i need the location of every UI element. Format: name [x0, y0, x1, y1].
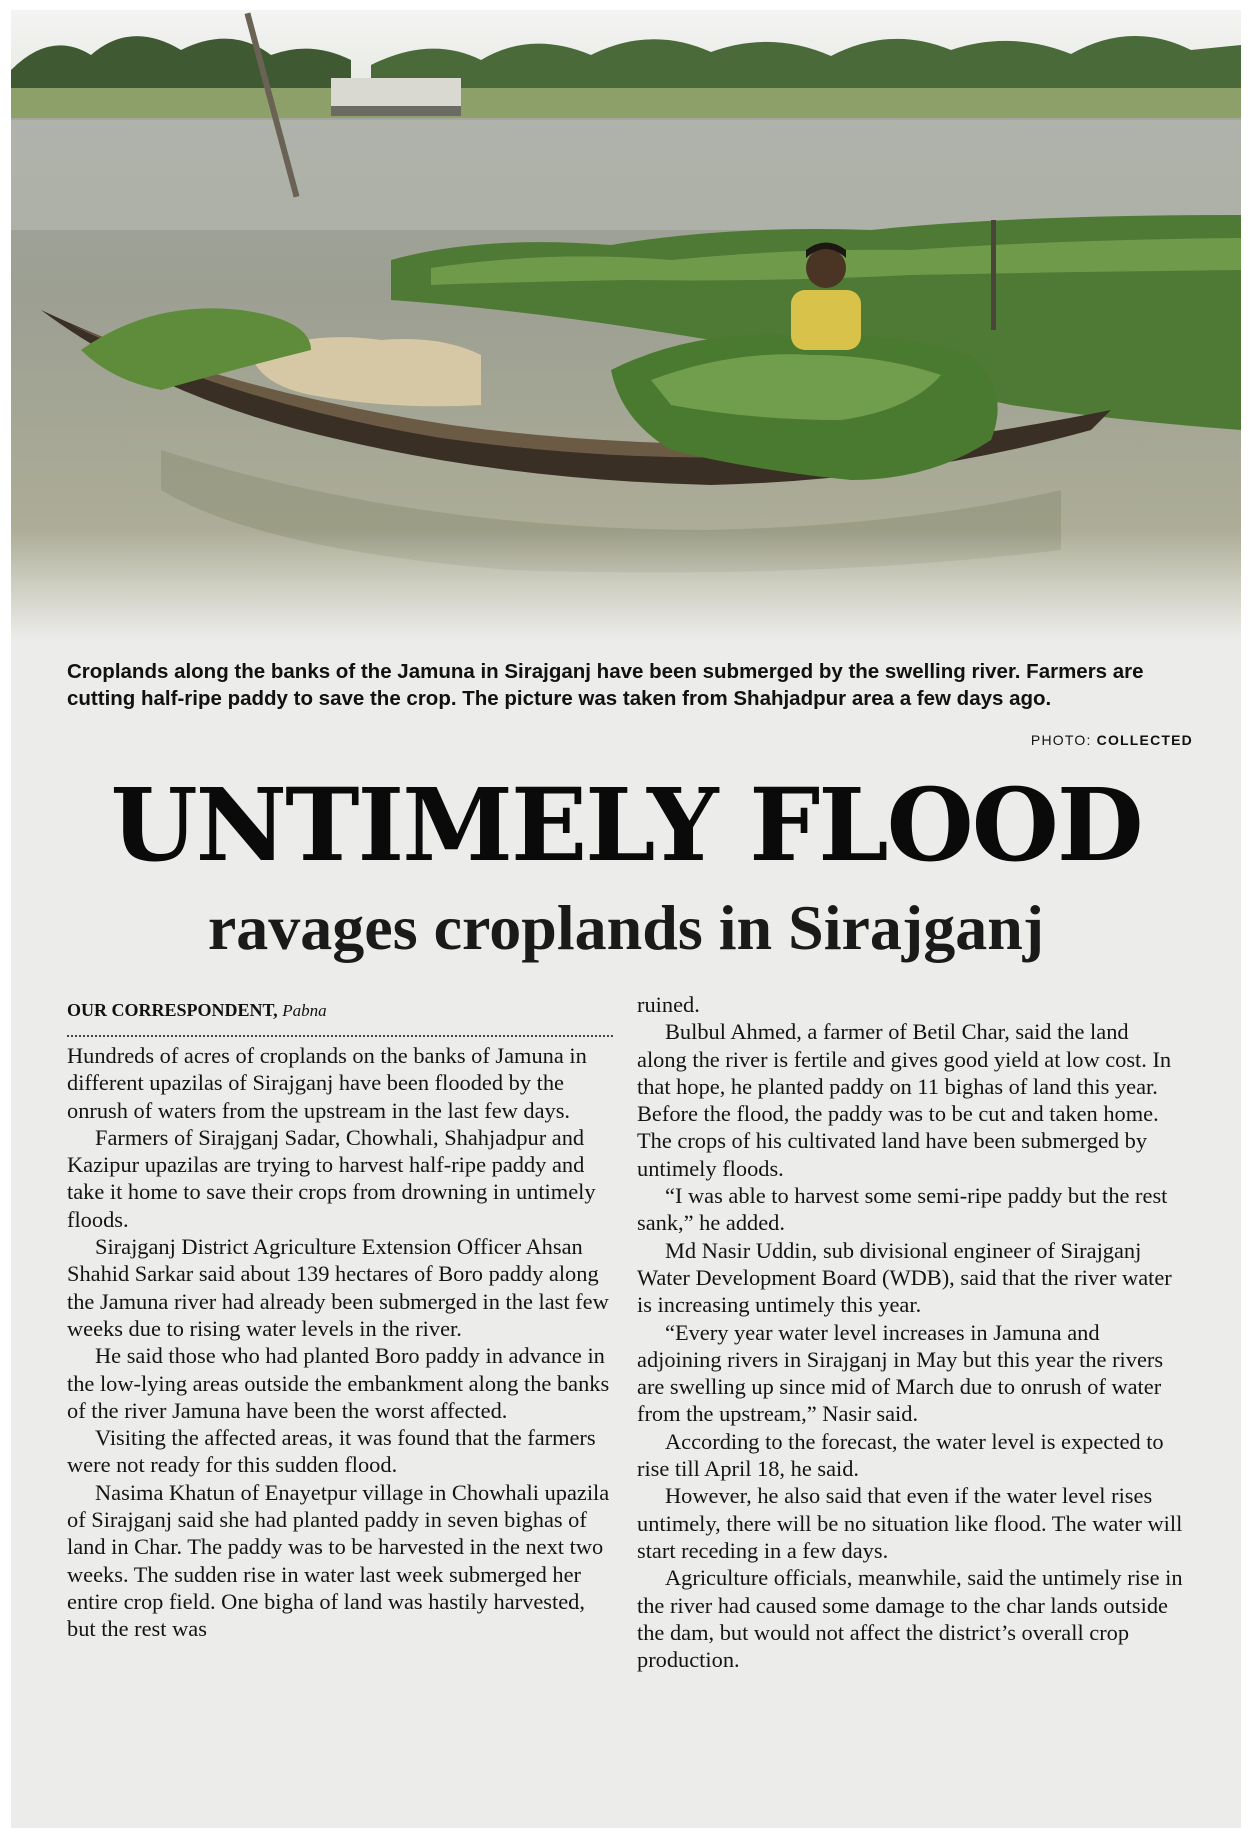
- paragraph: Farmers of Sirajganj Sadar, Chowhali, Shahjadpur and Kazipur upazilas are trying to harvest half-ripe paddy and take it home to save their crops from drowning in untimely floods.: [67, 1124, 596, 1232]
- paragraph: Md Nasir Uddin, sub divisional engineer of Sirajganj Water Development Board (WDB), said that the river water is increasing untimely this year.: [637, 1237, 1172, 1318]
- paragraph: ruined.: [637, 992, 700, 1017]
- headline: UNTIMELY FLOOD: [110, 766, 1142, 884]
- paragraph: Bulbul Ahmed, a farmer of Betil Char, said the land along the river is fertile and gives good yield at low cost. In that hope, he planted paddy on 11 bighas of land this year. Before the flood, the paddy was to be cut and taken home. The crops of his cultivated land have been submerged by untimely floods.: [637, 1019, 1172, 1181]
- photo-credit-source: COLLECTED: [1096, 732, 1193, 748]
- newspaper-page: [11, 10, 1241, 1828]
- byline: [67, 1000, 327, 1021]
- paragraph: Nasima Khatun of Enayetpur village in Chowhali upazila of Sirajganj said she had planted paddy in seven bighas of land in Char. The paddy was to be harvested in the next two weeks. The sudden rise in water last week submerged her entire crop field. One bigha of land was hastily harvested, but the rest was: [67, 1479, 610, 1642]
- byline-divider: [67, 1035, 613, 1037]
- byline-author: OUR CORRESPONDENT,: [67, 1000, 278, 1020]
- subheadline: ravages croplands in Sirajganj: [207, 892, 1045, 963]
- paragraph: “Every year water level increases in Jamuna and adjoining rivers in Sirajganj in May but this year the rivers are swelling up since mid of March due to onrush of water from the upstream,” Nasir said.: [637, 1319, 1164, 1427]
- paragraph: However, he also said that even if the water level rises untimely, there will be no situation like flood. The water will start receding in a few days.: [637, 1483, 1183, 1563]
- paragraph: “I was able to harvest some semi-ripe paddy but the rest sank,” he added.: [637, 1183, 1168, 1236]
- photo-credit-prefix: PHOTO:: [1030, 732, 1097, 748]
- paragraph: Agriculture officials, meanwhile, said the untimely rise in the river had caused some damage to the char lands outside the dam, but would not affect the district’s overall crop production.: [637, 1565, 1183, 1673]
- article-column-2: [637, 991, 1183, 1673]
- photo-credit: [1031, 732, 1193, 748]
- byline-location: Pabna: [282, 1001, 327, 1020]
- photo-caption: Croplands along the banks of the Jamuna in Sirajganj have been submerged by the swelling river. Farmers are cutting half-ripe paddy to save the crop. The picture was taken from Shahjadpur area a few days ago.: [67, 660, 1144, 710]
- flood-photo-illustration: [11, 10, 1241, 640]
- paragraph: According to the forecast, the water level is expected to rise till April 18, he said.: [637, 1428, 1164, 1482]
- paragraph: Visiting the affected areas, it was found that the farmers were not ready for this sudden flood.: [67, 1425, 596, 1478]
- article-column-1: [67, 1042, 613, 1643]
- paragraph: Sirajganj District Agriculture Extension Officer Ahsan Shahid Sarkar said about 139 hectares of Boro paddy along the Jamuna river had already been submerged in the last few weeks due to rising water levels in the river.: [67, 1234, 609, 1341]
- paragraph: Hundreds of acres of croplands on the banks of Jamuna in different upazilas of Sirajganj have been flooded by the onrush of waters from the upstream in the last few days.: [67, 1043, 587, 1123]
- flood-photo: [11, 10, 1241, 640]
- paragraph: He said those who had planted Boro paddy in advance in the low-lying areas outside the embankment along the banks of the river Jamuna have been the worst affected.: [67, 1343, 610, 1423]
